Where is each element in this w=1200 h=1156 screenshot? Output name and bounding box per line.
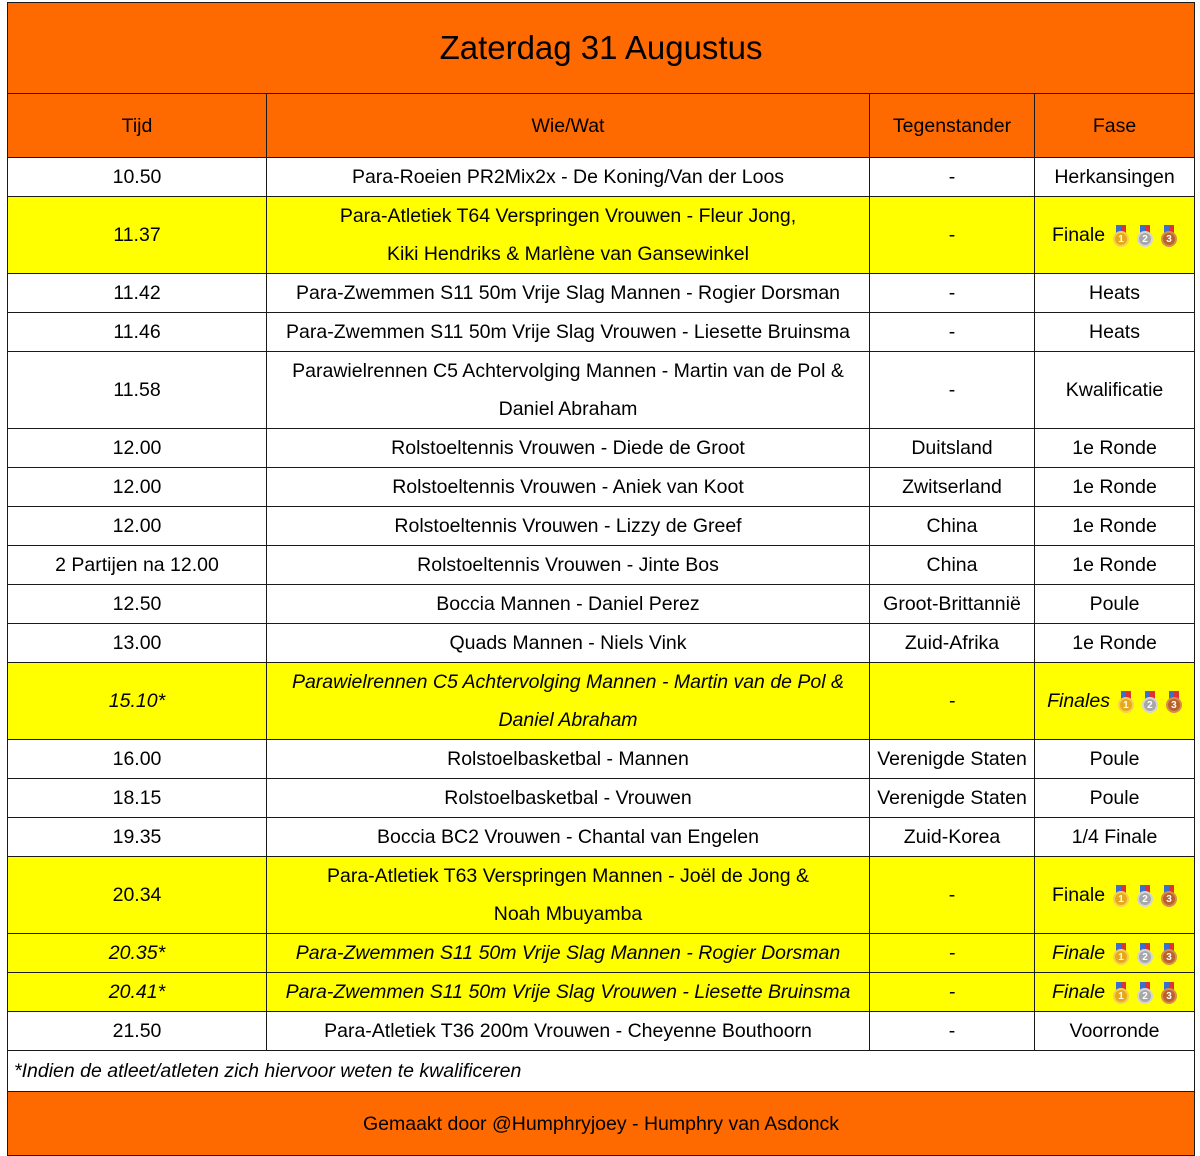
cell-tegenstander: - — [870, 197, 1035, 274]
cell-tegenstander: - — [870, 934, 1035, 973]
cell-fase — [1035, 973, 1195, 1012]
cell-tijd: 11.58 — [8, 352, 267, 429]
silver-medal-icon — [1137, 885, 1153, 907]
medal-number: 1 — [1113, 949, 1129, 965]
cell-fase-label: Kwalificatie — [1065, 379, 1164, 401]
cell-fase — [1035, 313, 1195, 352]
table-row — [8, 158, 1195, 197]
schedule-sheet — [7, 2, 1194, 1156]
table-row — [8, 1012, 1195, 1051]
qualification-note: *Indien de atleet/atleten zich hiervoor weten te kwalificeren — [8, 1051, 1195, 1092]
cell-tijd: 11.37 — [8, 197, 267, 274]
cell-tijd: 20.41* — [8, 973, 267, 1012]
cell-wie-wat-line: Para-Roeien PR2Mix2x - De Koning/Van der Loos — [351, 166, 785, 188]
gold-medal-icon — [1118, 691, 1134, 713]
cell-fase — [1035, 274, 1195, 313]
cell-tijd: 10.50 — [8, 158, 267, 197]
cell-wie-wat-line: Para-Atletiek T36 200m Vrouwen - Cheyenne Bouthoorn — [324, 1020, 812, 1042]
table-row — [8, 197, 1195, 274]
medal-number: 1 — [1113, 231, 1129, 247]
cell-wie-wat-line: Rolstoelbasketbal - Mannen — [447, 748, 689, 770]
table-row — [8, 934, 1195, 973]
cell-tijd: 18.15 — [8, 779, 267, 818]
schedule-table — [7, 2, 1195, 1156]
cell-tijd: 12.00 — [8, 429, 267, 468]
silver-medal-icon — [1137, 943, 1153, 965]
gold-medal-icon — [1113, 982, 1129, 1004]
cell-wie-wat-line: Daniel Abraham — [498, 398, 638, 420]
cell-wie-wat — [267, 740, 870, 779]
cell-fase — [1035, 352, 1195, 429]
cell-wie-wat — [267, 429, 870, 468]
cell-fase-label: Finale — [1051, 942, 1106, 964]
medal-icons — [1118, 691, 1182, 713]
medal-number: 2 — [1137, 949, 1153, 965]
cell-fase-label: Herkansingen — [1054, 166, 1175, 188]
cell-fase-label: 1e Ronde — [1072, 515, 1157, 537]
cell-wie-wat-line: Boccia Mannen - Daniel Perez — [436, 593, 700, 615]
table-row — [8, 352, 1195, 429]
cell-fase — [1035, 197, 1195, 274]
column-header-tijd: Tijd — [8, 94, 267, 158]
cell-tijd: 19.35 — [8, 818, 267, 857]
medal-icons — [1113, 885, 1177, 907]
cell-tijd: 20.34 — [8, 857, 267, 934]
cell-fase — [1035, 779, 1195, 818]
silver-medal-icon — [1137, 225, 1153, 247]
cell-fase-label: 1e Ronde — [1072, 554, 1157, 576]
cell-wie-wat — [267, 973, 870, 1012]
cell-wie-wat — [267, 352, 870, 429]
cell-wie-wat-line: Para-Zwemmen S11 50m Vrije Slag Mannen - Rogier Dorsman — [295, 942, 841, 964]
cell-fase — [1035, 158, 1195, 197]
cell-tijd: 11.42 — [8, 274, 267, 313]
cell-tegenstander: - — [870, 663, 1035, 740]
cell-wie-wat — [267, 197, 870, 274]
cell-fase-label: Finales — [1047, 690, 1110, 712]
cell-fase-label: Heats — [1089, 321, 1140, 343]
column-header-wie-wat: Wie/Wat — [267, 94, 870, 158]
table-row — [8, 313, 1195, 352]
cell-fase — [1035, 740, 1195, 779]
cell-fase-label: Poule — [1089, 593, 1140, 615]
table-row — [8, 779, 1195, 818]
medal-number: 2 — [1137, 988, 1153, 1004]
medal-icons — [1113, 225, 1177, 247]
table-row — [8, 857, 1195, 934]
cell-wie-wat — [267, 818, 870, 857]
cell-fase-label: Finale — [1051, 224, 1106, 246]
table-row — [8, 274, 1195, 313]
table-row — [8, 624, 1195, 663]
cell-tegenstander: Verenigde Staten — [870, 779, 1035, 818]
cell-wie-wat-line: Rolstoeltennis Vrouwen - Diede de Groot — [391, 437, 745, 459]
cell-tegenstander: - — [870, 158, 1035, 197]
cell-tijd: 20.35* — [8, 934, 267, 973]
cell-tegenstander: - — [870, 1012, 1035, 1051]
cell-tijd: 13.00 — [8, 624, 267, 663]
column-header-tegenstander: Tegenstander — [870, 94, 1035, 158]
cell-wie-wat — [267, 624, 870, 663]
cell-fase — [1035, 507, 1195, 546]
cell-wie-wat-line: Noah Mbuyamba — [493, 903, 643, 925]
cell-tegenstander: Verenigde Staten — [870, 740, 1035, 779]
cell-fase-label: 1/4 Finale — [1071, 826, 1158, 848]
cell-fase — [1035, 429, 1195, 468]
cell-wie-wat — [267, 274, 870, 313]
cell-fase-label: Poule — [1089, 787, 1140, 809]
table-row — [8, 663, 1195, 740]
cell-tegenstander: Zuid-Afrika — [870, 624, 1035, 663]
cell-wie-wat-line: Para-Zwemmen S11 50m Vrije Slag Vrouwen - Liesette Bruinsma — [286, 321, 850, 343]
cell-fase — [1035, 624, 1195, 663]
cell-fase — [1035, 468, 1195, 507]
cell-wie-wat-line: Para-Atletiek T64 Verspringen Vrouwen - Fleur Jong, — [339, 205, 797, 227]
cell-tegenstander: - — [870, 857, 1035, 934]
bronze-medal-icon — [1161, 885, 1177, 907]
cell-tijd: 2 Partijen na 12.00 — [8, 546, 267, 585]
cell-wie-wat — [267, 934, 870, 973]
medal-number: 2 — [1137, 891, 1153, 907]
cell-wie-wat-line: Boccia BC2 Vrouwen - Chantal van Engelen — [377, 826, 759, 848]
cell-fase — [1035, 663, 1195, 740]
cell-fase-label: 1e Ronde — [1072, 632, 1157, 654]
table-row — [8, 507, 1195, 546]
cell-tegenstander: - — [870, 973, 1035, 1012]
cell-fase — [1035, 585, 1195, 624]
cell-fase-label: 1e Ronde — [1072, 437, 1157, 459]
cell-wie-wat — [267, 158, 870, 197]
cell-tijd: 21.50 — [8, 1012, 267, 1051]
medal-icons — [1113, 982, 1177, 1004]
cell-fase-label: Voorronde — [1069, 1020, 1160, 1042]
medal-number: 3 — [1161, 949, 1177, 965]
cell-wie-wat — [267, 546, 870, 585]
cell-wie-wat — [267, 1012, 870, 1051]
cell-wie-wat — [267, 468, 870, 507]
cell-fase-label: Finale — [1051, 981, 1106, 1003]
cell-wie-wat — [267, 663, 870, 740]
cell-fase — [1035, 934, 1195, 973]
cell-tijd: 11.46 — [8, 313, 267, 352]
table-row — [8, 468, 1195, 507]
cell-wie-wat — [267, 857, 870, 934]
cell-tegenstander: - — [870, 313, 1035, 352]
cell-tegenstander: Duitsland — [870, 429, 1035, 468]
medal-number: 3 — [1166, 697, 1182, 713]
cell-wie-wat-line: Para-Zwemmen S11 50m Vrije Slag Vrouwen - Liesette Bruinsma — [285, 981, 851, 1003]
column-header-row — [8, 94, 1195, 158]
table-row — [8, 818, 1195, 857]
medal-number: 3 — [1161, 891, 1177, 907]
cell-tegenstander: China — [870, 546, 1035, 585]
cell-wie-wat-line: Parawielrennen C5 Achtervolging Mannen - Martin van de Pol & — [292, 360, 844, 382]
cell-wie-wat-line: Quads Mannen - Niels Vink — [449, 632, 687, 654]
cell-fase-label: 1e Ronde — [1072, 476, 1157, 498]
cell-tegenstander: - — [870, 352, 1035, 429]
table-row — [8, 585, 1195, 624]
bronze-medal-icon — [1161, 225, 1177, 247]
cell-tijd: 12.00 — [8, 468, 267, 507]
gold-medal-icon — [1113, 225, 1129, 247]
cell-wie-wat-line: Daniel Abraham — [498, 709, 638, 731]
cell-wie-wat — [267, 507, 870, 546]
table-row — [8, 740, 1195, 779]
medal-number: 3 — [1161, 988, 1177, 1004]
page-title: Zaterdag 31 Augustus — [8, 3, 1195, 94]
column-header-fase: Fase — [1035, 94, 1195, 158]
bronze-medal-icon — [1166, 691, 1182, 713]
cell-tegenstander: Zwitserland — [870, 468, 1035, 507]
cell-tijd: 16.00 — [8, 740, 267, 779]
gold-medal-icon — [1113, 943, 1129, 965]
cell-wie-wat — [267, 313, 870, 352]
cell-tegenstander: Zuid-Korea — [870, 818, 1035, 857]
medal-number: 2 — [1137, 231, 1153, 247]
bronze-medal-icon — [1161, 982, 1177, 1004]
table-row — [8, 973, 1195, 1012]
gold-medal-icon — [1113, 885, 1129, 907]
bronze-medal-icon — [1161, 943, 1177, 965]
cell-tijd: 12.00 — [8, 507, 267, 546]
medal-number: 3 — [1161, 231, 1177, 247]
medal-icons — [1113, 943, 1177, 965]
cell-wie-wat-line: Rolstoeltennis Vrouwen - Aniek van Koot — [392, 476, 744, 498]
cell-tegenstander: Groot-Brittannië — [870, 585, 1035, 624]
medal-number: 1 — [1113, 988, 1129, 1004]
table-row — [8, 546, 1195, 585]
cell-wie-wat-line: Rolstoeltennis Vrouwen - Jinte Bos — [417, 554, 719, 576]
cell-fase — [1035, 1012, 1195, 1051]
cell-fase-label: Heats — [1089, 282, 1140, 304]
cell-fase — [1035, 546, 1195, 585]
cell-wie-wat-line: Rolstoeltennis Vrouwen - Lizzy de Greef — [394, 515, 742, 537]
cell-wie-wat — [267, 779, 870, 818]
cell-fase-label: Poule — [1089, 748, 1140, 770]
cell-wie-wat-line: Parawielrennen C5 Achtervolging Mannen - Martin van de Pol & — [291, 671, 845, 693]
cell-fase — [1035, 857, 1195, 934]
medal-number: 2 — [1142, 697, 1158, 713]
cell-tegenstander: China — [870, 507, 1035, 546]
cell-wie-wat-line: Kiki Hendriks & Marlène van Gansewinkel — [387, 243, 749, 265]
cell-tijd: 15.10* — [8, 663, 267, 740]
cell-tijd: 12.50 — [8, 585, 267, 624]
cell-wie-wat-line: Rolstoelbasketbal - Vrouwen — [444, 787, 692, 809]
cell-wie-wat — [267, 585, 870, 624]
table-row — [8, 429, 1195, 468]
cell-wie-wat-line: Para-Atletiek T63 Verspringen Mannen - Joël de Jong & — [326, 865, 809, 887]
silver-medal-icon — [1137, 982, 1153, 1004]
cell-tegenstander: - — [870, 274, 1035, 313]
cell-wie-wat-line: Para-Zwemmen S11 50m Vrije Slag Mannen - Rogier Dorsman — [295, 282, 841, 304]
silver-medal-icon — [1142, 691, 1158, 713]
cell-fase-label: Finale — [1051, 884, 1106, 906]
cell-fase — [1035, 818, 1195, 857]
credit-footer: Gemaakt door @Humphryjoey - Humphry van Asdonck — [8, 1092, 1195, 1156]
medal-number: 1 — [1113, 891, 1129, 907]
medal-number: 1 — [1118, 697, 1134, 713]
